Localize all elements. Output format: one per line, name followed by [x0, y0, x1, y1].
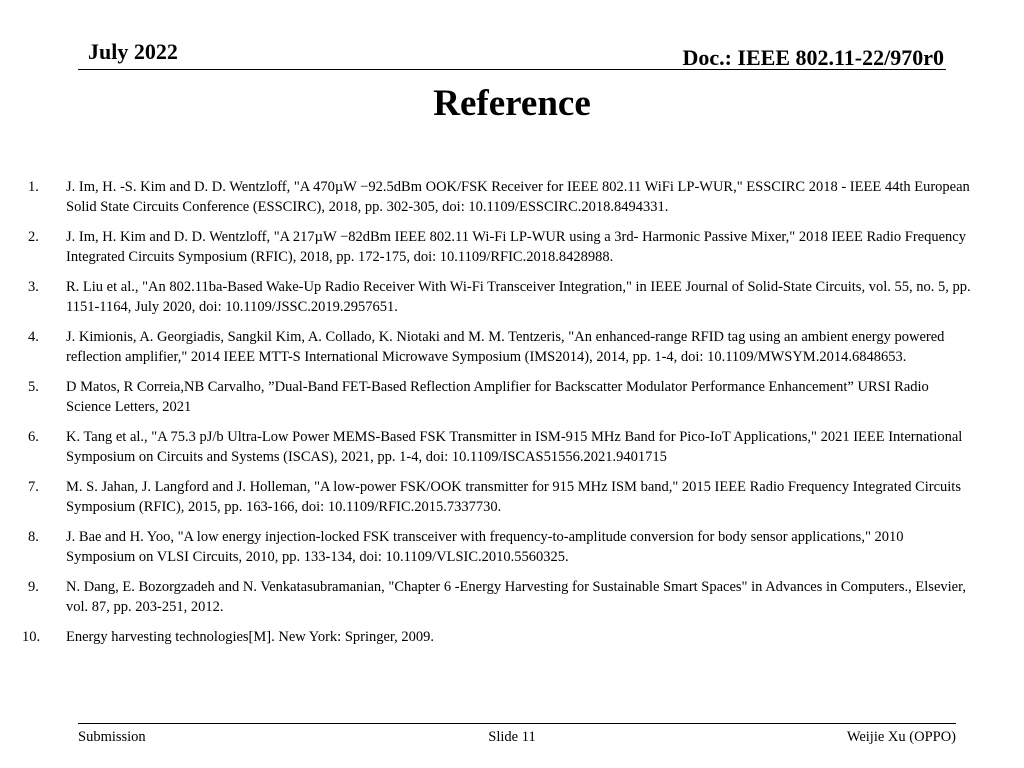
reference-item [22, 227, 972, 267]
reference-item [22, 377, 972, 417]
reference-number: 3. [28, 279, 39, 295]
reference-item [22, 527, 972, 567]
header-date: July 2022 [88, 39, 178, 64]
reference-number: 1. [28, 179, 39, 195]
footer-slide-number: Slide 11 [488, 729, 536, 745]
reference-item [22, 627, 972, 647]
reference-text: Energy harvesting technologies[M]. New York: Springer, 2009. [66, 629, 435, 645]
reference-number: 8. [28, 529, 39, 545]
reference-item [22, 477, 972, 517]
reference-text: J. Kimionis, A. Georgiadis, Sangkil Kim, A. Collado, K. Niotaki and M. M. Tentzeris, "An enhanced-range RFID tag using an ambient energy powered reflection amplifier," 2014 IEEE MTT-S International Microwave Symposium (IMS2014), 2014, pp. 1-4, doi: 10.1109/MWSYM.2014.6848653. [66, 329, 945, 365]
reference-item [22, 277, 972, 317]
reference-text: N. Dang, E. Bozorgzadeh and N. Venkatasubramanian, "Chapter 6 -Energy Harvesting for Sustainable Smart Spaces" in Advances in Computers., Elsevier, vol. 87, pp. 203-251, 2012. [66, 579, 966, 615]
footer-rule [78, 723, 956, 724]
footer-author: Weijie Xu (OPPO) [846, 729, 956, 745]
reference-number: 10. [22, 629, 41, 645]
slide-title: Reference [433, 83, 591, 124]
reference-number: 9. [28, 579, 39, 595]
reference-text: M. S. Jahan, J. Langford and J. Holleman, "A low-power FSK/OOK transmitter for 915 MHz ISM band," 2015 IEEE Radio Frequency Integrated Circuits Symposium (RFIC), 2015, pp. 163-166, doi: 10.1109/RFIC.2015.7337730. [66, 479, 961, 515]
reference-item [22, 177, 972, 217]
header-doc-number: Doc.: IEEE 802.11-22/970r0 [682, 45, 944, 70]
reference-text: J. Im, H. -S. Kim and D. D. Wentzloff, "A 470µW −92.5dBm OOK/FSK Receiver for IEEE 802.11 WiFi LP-WUR," ESSCIRC 2018 - IEEE 44th European Solid State Circuits Conference (ESSCIRC), 2018, pp. 302-305, doi: 10.1109/ESSCIRC.2018.8494331. [66, 179, 970, 215]
reference-number: 2. [28, 229, 39, 245]
reference-text: R. Liu et al., "An 802.11ba-Based Wake-Up Radio Receiver With Wi-Fi Transceiver Integration," in IEEE Journal of Solid-State Circuits, vol. 55, no. 5, pp. 1151-1164, July 2020, doi: 10.1109/JSSC.2019.2957651. [66, 279, 971, 315]
reference-text: J. Bae and H. Yoo, "A low energy injection-locked FSK transceiver with frequency-to-amplitude conversion for body sensor applications," 2010 Symposium on VLSI Circuits, 2010, pp. 133-134, doi: 10.1109/VLSIC.2010.5560325. [66, 529, 904, 565]
reference-list [22, 177, 972, 657]
reference-text: K. Tang et al., "A 75.3 pJ/b Ultra-Low Power MEMS-Based FSK Transmitter in ISM-915 MHz Band for Pico-IoT Applications," 2021 IEEE International Symposium on Circuits and Systems (ISCAS), 2021, pp. 1-4, doi: 10.1109/ISCAS51556.2021.9401715 [66, 429, 963, 465]
reference-item [22, 577, 972, 617]
reference-item [22, 327, 972, 367]
reference-item [22, 427, 972, 467]
reference-number: 7. [28, 479, 39, 495]
reference-number: 5. [28, 379, 39, 395]
reference-text: J. Im, H. Kim and D. D. Wentzloff, "A 217µW −82dBm IEEE 802.11 Wi-Fi LP-WUR using a 3rd- Harmonic Passive Mixer," 2018 IEEE Radio Frequency Integrated Circuits Symposium (RFIC), 2018, pp. 172-175, doi: 10.1109/RFIC.2018.8428988. [66, 229, 966, 265]
reference-number: 6. [28, 429, 39, 445]
reference-text: D Matos, R Correia,NB Carvalho, ”Dual-Band FET-Based Reflection Amplifier for Backscatter Modulator Performance Enhancement” URSI Radio Science Letters, 2021 [66, 379, 929, 415]
header-rule [78, 69, 946, 70]
footer-submission: Submission [78, 729, 146, 745]
reference-number: 4. [28, 329, 39, 345]
